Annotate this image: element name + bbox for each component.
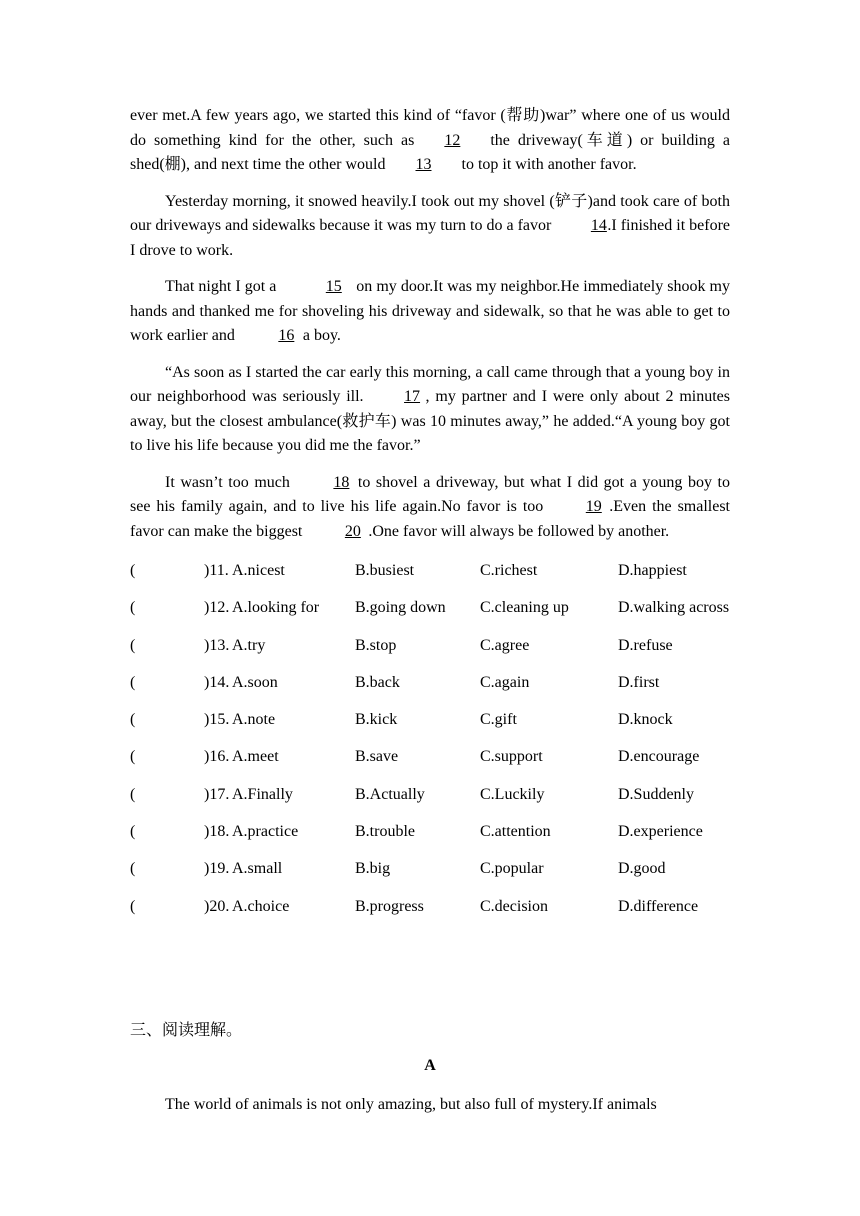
- question-number: )16.: [204, 748, 230, 766]
- option-a: A.nicest: [232, 562, 285, 579]
- option-a: A.looking for: [232, 599, 320, 617]
- option-c: C.gift: [480, 711, 517, 729]
- option-b: B.busiest: [355, 562, 415, 579]
- question-row: [130, 710, 730, 747]
- blank-17: 17: [404, 388, 421, 405]
- option-d: D.difference: [618, 897, 699, 915]
- option-c: C.support: [480, 748, 543, 766]
- option-b: B.trouble: [355, 823, 415, 841]
- option-d: D.encourage: [618, 748, 700, 766]
- blank-14: 14: [590, 217, 607, 234]
- question-number: )20.: [204, 897, 230, 915]
- question-row: [130, 598, 730, 635]
- answer-paren[interactable]: (: [130, 897, 136, 915]
- passage-paragraph-5: [130, 471, 730, 545]
- option-b: B.progress: [355, 897, 424, 915]
- paragraph-text: the driveway(车道) or building a shed(棚), and next time the other would: [130, 131, 730, 173]
- answer-paren[interactable]: (: [130, 785, 136, 803]
- option-a: A.small: [232, 860, 283, 878]
- paragraph-text: , my partner and I were only about 2 minutes away, but the closest ambulance(救护车) was 10 minutes away,” he added.“A young boy got to live his life because you did me the favor.”: [130, 388, 730, 454]
- passage-letter-heading: A: [424, 1057, 436, 1074]
- option-b: B.Actually: [355, 785, 425, 803]
- option-d: D.good: [618, 860, 666, 878]
- blank-18: 18: [333, 473, 350, 491]
- paragraph-text: “As soon as I started the car early this morning, a call came through that a young boy in our neighborhood was seriously ill.: [130, 363, 730, 405]
- passage-paragraph-2: [130, 190, 730, 264]
- question-row: [130, 822, 730, 859]
- answer-paren[interactable]: (: [130, 711, 136, 729]
- question-number: )19.: [204, 860, 230, 878]
- question-row: [130, 785, 730, 822]
- question-number: )13.: [204, 636, 230, 654]
- answer-paren[interactable]: (: [130, 823, 136, 841]
- option-d: D.happiest: [618, 562, 687, 579]
- option-c: C.richest: [480, 562, 538, 579]
- answer-paren[interactable]: (: [130, 860, 136, 878]
- reading-passage-first-line: The world of animals is not only amazing, but also full of mystery.If animals: [165, 1096, 657, 1113]
- option-c: C.popular: [480, 860, 544, 878]
- question-number: )11.: [204, 562, 229, 579]
- blank-12: 12: [444, 131, 461, 149]
- question-number: )18.: [204, 823, 230, 841]
- paragraph-text: It wasn’t too much: [165, 473, 290, 491]
- option-c: C.attention: [480, 823, 551, 841]
- answer-paren[interactable]: (: [130, 673, 136, 691]
- option-b: B.stop: [355, 636, 397, 654]
- paragraph-text: .I finished it before I drove to work.: [130, 217, 731, 259]
- question-row: [130, 561, 730, 598]
- answer-paren[interactable]: (: [130, 599, 136, 617]
- blank-16: 16: [278, 327, 295, 344]
- blank-20: 20: [344, 522, 361, 540]
- paragraph-text: on my door.It was my neighbor.He immediately shook my hands and thanked me for shoveling his driveway and sidewalk, so that he was able to get to work earlier and: [130, 278, 730, 344]
- paragraph-text: .Even the smallest favor can make the biggest: [130, 498, 730, 540]
- option-c: C.Luckily: [480, 785, 545, 803]
- question-row: [130, 673, 730, 710]
- option-c: C.agree: [480, 636, 530, 654]
- option-a: A.soon: [232, 673, 278, 691]
- question-row: [130, 747, 730, 784]
- option-d: D.walking across: [618, 599, 730, 617]
- question-number: )17.: [204, 785, 230, 803]
- option-c: C.again: [480, 673, 530, 691]
- question-row: [130, 859, 730, 896]
- blank-13: 13: [415, 156, 432, 173]
- question-row: [130, 636, 730, 673]
- passage-paragraph-1: [130, 104, 730, 178]
- option-d: D.first: [618, 673, 660, 691]
- paragraph-text: That night I got a: [165, 278, 277, 295]
- passage-paragraph-4: [130, 361, 730, 459]
- question-number: )12.: [204, 599, 230, 617]
- option-c: C.decision: [480, 897, 548, 915]
- answer-paren[interactable]: (: [130, 636, 136, 654]
- question-list: [130, 561, 730, 934]
- option-d: D.experience: [618, 823, 703, 841]
- question-number: )15.: [204, 711, 230, 729]
- question-row: [130, 897, 730, 934]
- blank-15: 15: [325, 278, 342, 295]
- option-c: C.cleaning up: [480, 599, 569, 617]
- answer-paren[interactable]: (: [130, 748, 136, 766]
- paragraph-text: ever met.A few years ago, we started this kind of “favor (帮助)war” where one of us would do something kind for the other, such as: [130, 107, 730, 149]
- option-b: B.big: [355, 860, 391, 878]
- section-heading: 三、阅读理解。: [130, 1022, 243, 1039]
- option-d: D.refuse: [618, 636, 673, 654]
- option-a: A.note: [232, 711, 276, 729]
- passage-paragraph-3: [130, 275, 730, 349]
- option-b: B.kick: [355, 711, 398, 729]
- option-a: A.try: [232, 636, 266, 654]
- option-b: B.back: [355, 673, 400, 691]
- option-a: A.practice: [232, 823, 299, 841]
- cloze-passage: [130, 104, 730, 934]
- option-b: B.going down: [355, 599, 446, 617]
- paragraph-text: to shovel a driveway, but what I did got a young boy to see his family again, and to live his life again.No favor is too: [130, 473, 731, 515]
- paragraph-text: Yesterday morning, it snowed heavily.I took out my shovel (铲子)and took care of both our driveways and sidewalks because it was my turn to do a favor: [130, 192, 730, 234]
- option-d: D.knock: [618, 711, 673, 729]
- blank-19: 19: [585, 498, 602, 515]
- question-number: )14.: [204, 673, 230, 691]
- paragraph-text: .One favor will always be followed by another.: [368, 522, 670, 540]
- option-d: D.Suddenly: [618, 785, 694, 803]
- option-b: B.save: [355, 748, 399, 766]
- paragraph-text: a boy.: [302, 327, 341, 344]
- option-a: A.meet: [232, 748, 279, 766]
- option-a: A.Finally: [232, 785, 293, 803]
- paragraph-text: to top it with another favor.: [461, 156, 637, 173]
- option-a: A.choice: [232, 897, 290, 915]
- answer-paren[interactable]: (: [130, 562, 136, 579]
